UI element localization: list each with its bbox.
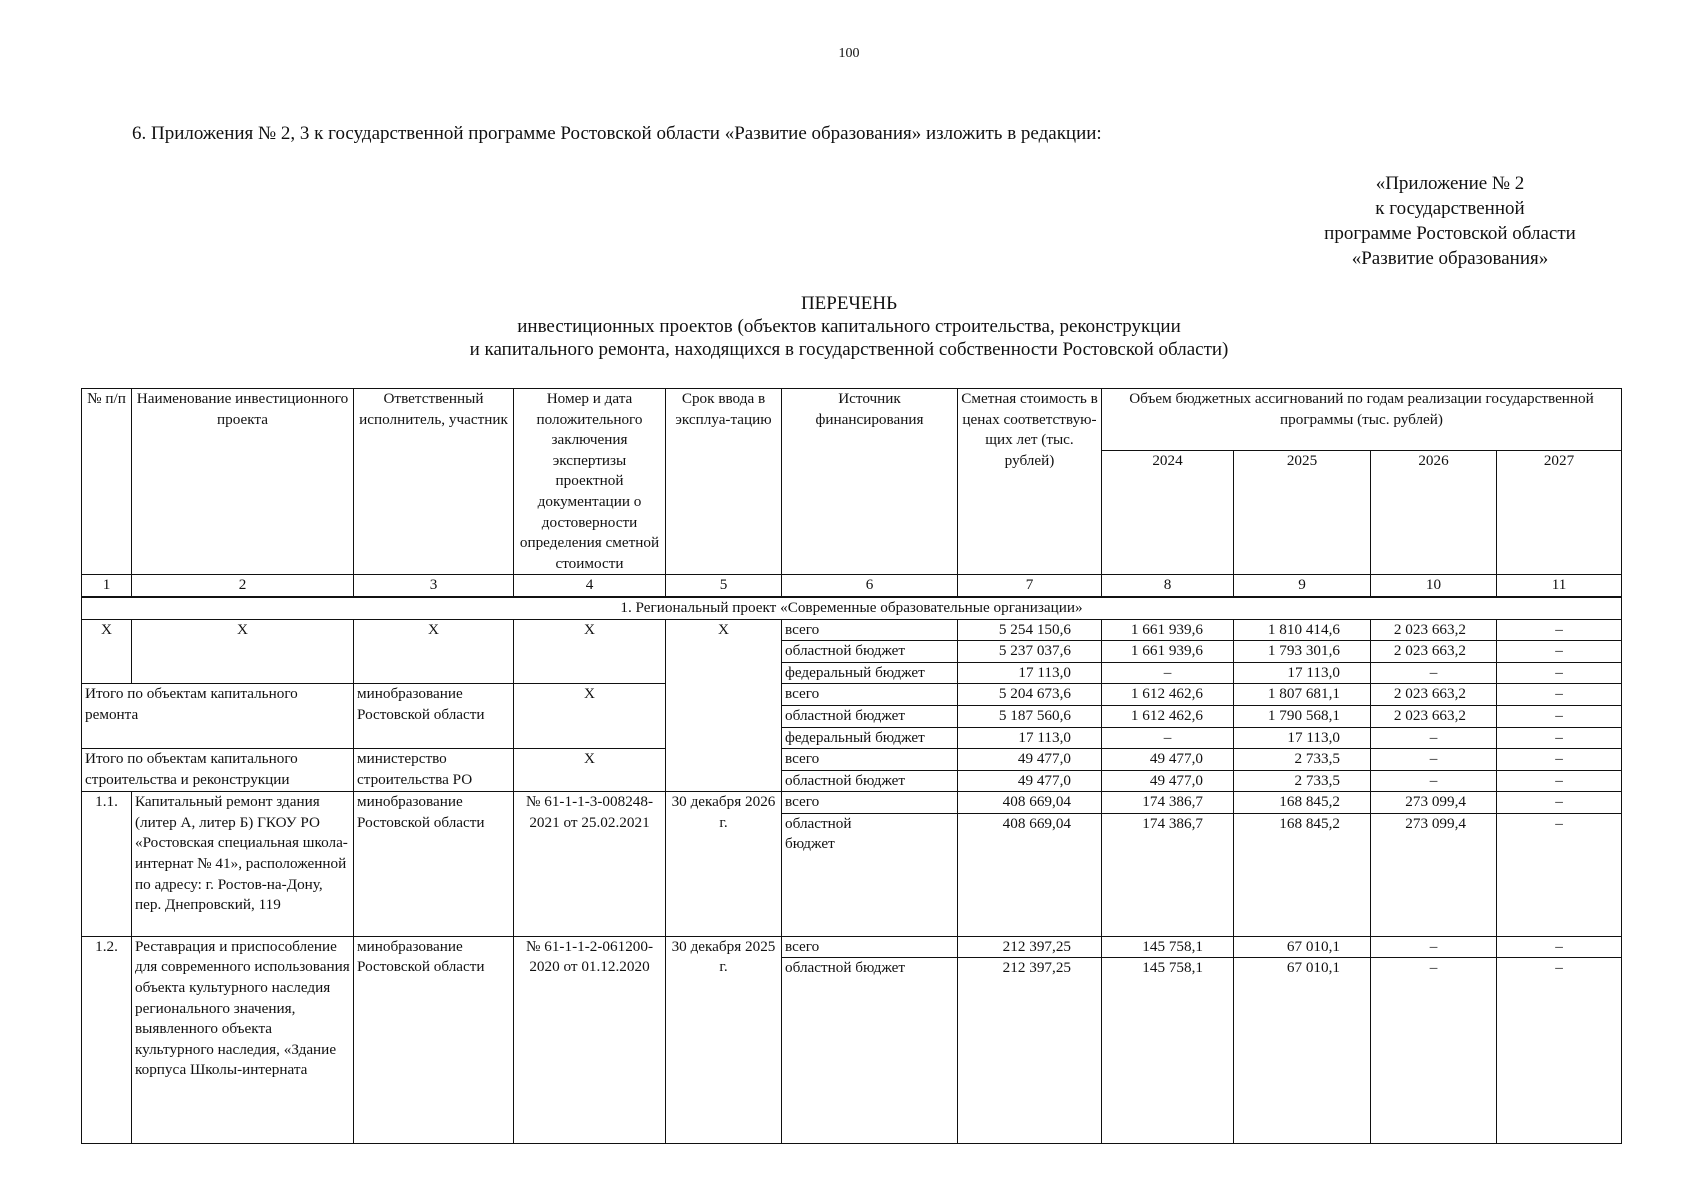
funding-source: областной бюджет bbox=[782, 641, 958, 663]
allocation-2027: – bbox=[1497, 958, 1622, 1144]
allocation-2024: 145 758,1 bbox=[1102, 936, 1234, 958]
table-row bbox=[82, 792, 1622, 814]
funding-source: всего bbox=[782, 684, 958, 706]
column-number: 6 bbox=[782, 575, 958, 597]
allocation-2025: 168 845,2 bbox=[1234, 813, 1371, 936]
estimated-cost: 49 477,0 bbox=[958, 770, 1102, 792]
total-executor-x: Х bbox=[354, 619, 514, 684]
estimated-cost: 212 397,25 bbox=[958, 936, 1102, 958]
allocation-2027: – bbox=[1497, 936, 1622, 958]
allocation-2025: 1 807 681,1 bbox=[1234, 684, 1371, 706]
total-construction-expertise-x: Х bbox=[514, 749, 666, 792]
allocation-2025: 67 010,1 bbox=[1234, 958, 1371, 1144]
project-number: 1.1. bbox=[82, 792, 132, 937]
header-year-2027: 2027 bbox=[1497, 451, 1622, 575]
estimated-cost: 5 254 150,6 bbox=[958, 619, 1102, 641]
header-number: № п/п bbox=[82, 389, 132, 575]
total-repair-expertise-x: Х bbox=[514, 684, 666, 749]
funding-source: федеральный бюджет bbox=[782, 727, 958, 749]
allocation-2024: – bbox=[1102, 662, 1234, 684]
intro-paragraph: 6. Приложения № 2, 3 к государственной программе Ростовской области «Развитие образования» изложить в редакции: bbox=[132, 123, 1102, 144]
allocation-2024: 1 661 939,6 bbox=[1102, 641, 1234, 663]
estimated-cost: 5 204 673,6 bbox=[958, 684, 1102, 706]
title-subtitle: и капитального ремонта, находящихся в государственной собственности Ростовской области) bbox=[469, 339, 1229, 360]
column-number: 5 bbox=[666, 575, 782, 597]
table-row bbox=[82, 619, 1622, 641]
estimated-cost: 17 113,0 bbox=[958, 662, 1102, 684]
allocation-2027: – bbox=[1497, 749, 1622, 771]
page-number: 100 bbox=[838, 46, 860, 61]
project-deadline: 30 декабря 2025 г. bbox=[666, 936, 782, 1144]
allocation-2026: – bbox=[1371, 727, 1497, 749]
column-number: 8 bbox=[1102, 575, 1234, 597]
allocation-2025: 168 845,2 bbox=[1234, 792, 1371, 814]
allocation-2026: – bbox=[1371, 936, 1497, 958]
allocation-2026: 2 023 663,2 bbox=[1371, 619, 1497, 641]
funding-source: областной бюджет bbox=[782, 770, 958, 792]
allocation-2027: – bbox=[1497, 684, 1622, 706]
total-deadline-x: Х bbox=[666, 619, 782, 792]
header-funding-source: Источник финансирования bbox=[782, 389, 958, 575]
allocation-2027: – bbox=[1497, 641, 1622, 663]
project-executor: минобразование Ростовской области bbox=[354, 792, 514, 937]
allocation-2025: 1 790 568,1 bbox=[1234, 705, 1371, 727]
allocation-2025: 2 733,5 bbox=[1234, 749, 1371, 771]
column-number: 11 bbox=[1497, 575, 1622, 597]
allocation-2024: 1 661 939,6 bbox=[1102, 619, 1234, 641]
total-construction-executor: министерство строительства РО bbox=[354, 749, 514, 792]
column-number: 7 bbox=[958, 575, 1102, 597]
header-expertise: Номер и дата положительного заключения экспертизы проектной документации о достоверности определения сметной стоимости bbox=[514, 389, 666, 575]
title-main: ПЕРЕЧЕНЬ bbox=[800, 293, 898, 314]
allocation-2025: 1 793 301,6 bbox=[1234, 641, 1371, 663]
allocation-2026: 273 099,4 bbox=[1371, 813, 1497, 936]
allocation-2024: – bbox=[1102, 727, 1234, 749]
allocation-2025: 1 810 414,6 bbox=[1234, 619, 1371, 641]
allocation-2025: 67 010,1 bbox=[1234, 936, 1371, 958]
funding-source: областной бюджет bbox=[782, 813, 958, 936]
total-name-x: Х bbox=[132, 619, 354, 684]
allocation-2024: 145 758,1 bbox=[1102, 958, 1234, 1144]
total-repair-executor: минобразование Ростовской области bbox=[354, 684, 514, 749]
appendix-line: «Развитие образования» bbox=[1351, 248, 1549, 269]
allocation-2027: – bbox=[1497, 662, 1622, 684]
estimated-cost: 408 669,04 bbox=[958, 813, 1102, 936]
column-number: 3 bbox=[354, 575, 514, 597]
allocation-2024: 1 612 462,6 bbox=[1102, 705, 1234, 727]
appendix-line: программе Ростовской области bbox=[1324, 223, 1576, 244]
funding-source: всего bbox=[782, 936, 958, 958]
table-row bbox=[82, 749, 1622, 771]
project-expertise: № 61-1-1-3-008248-2021 от 25.02.2021 bbox=[514, 792, 666, 937]
allocation-2024: 174 386,7 bbox=[1102, 792, 1234, 814]
allocation-2026: 2 023 663,2 bbox=[1371, 705, 1497, 727]
allocation-2025: 2 733,5 bbox=[1234, 770, 1371, 792]
column-number: 10 bbox=[1371, 575, 1497, 597]
project-name: Реставрация и приспособление для современного использования объекта культурного наследия регионального значения, выявленного объекта культурного наследия, «Здание корпуса Школы-интерната bbox=[132, 936, 354, 1144]
column-number: 1 bbox=[82, 575, 132, 597]
header-project-name: Наименование инвестиционного проекта bbox=[132, 389, 354, 575]
allocation-2024: 1 612 462,6 bbox=[1102, 684, 1234, 706]
allocation-2025: 17 113,0 bbox=[1234, 662, 1371, 684]
header-executor: Ответственный исполнитель, участник bbox=[354, 389, 514, 575]
project-name: Капитальный ремонт здания (литер А, литер Б) ГКОУ РО «Ростовская специальная школа-интернат № 41», расположенной по адресу: г. Ростов-на-Дону, пер. Днепровский, 119 bbox=[132, 792, 354, 937]
allocation-2026: – bbox=[1371, 749, 1497, 771]
appendix-heading bbox=[1300, 171, 1600, 271]
allocation-2026: 273 099,4 bbox=[1371, 792, 1497, 814]
project-number: 1.2. bbox=[82, 936, 132, 1144]
table-row bbox=[82, 936, 1622, 958]
allocation-2026: – bbox=[1371, 770, 1497, 792]
total-construction-label: Итого по объектам капитального строительства и реконструкции bbox=[82, 749, 354, 792]
header-budget-allocations: Объем бюджетных ассигнований по годам реализации государственной программы (тыс. рублей) bbox=[1102, 389, 1622, 451]
allocation-2027: – bbox=[1497, 727, 1622, 749]
project-deadline: 30 декабря 2026 г. bbox=[666, 792, 782, 937]
allocation-2027: – bbox=[1497, 619, 1622, 641]
document-title bbox=[0, 292, 1698, 361]
allocation-2026: – bbox=[1371, 662, 1497, 684]
estimated-cost: 5 237 037,6 bbox=[958, 641, 1102, 663]
header-year-2025: 2025 bbox=[1234, 451, 1371, 575]
funding-source: областной бюджет bbox=[782, 958, 958, 1144]
funding-source: областной бюджет bbox=[782, 705, 958, 727]
header-year-2026: 2026 bbox=[1371, 451, 1497, 575]
header-commissioning: Срок ввода в эксплуа-тацию bbox=[666, 389, 782, 575]
allocation-2024: 49 477,0 bbox=[1102, 749, 1234, 771]
total-repair-label: Итого по объектам капитального ремонта bbox=[82, 684, 354, 749]
allocation-2027: – bbox=[1497, 792, 1622, 814]
estimated-cost: 212 397,25 bbox=[958, 958, 1102, 1144]
header-year-2024: 2024 bbox=[1102, 451, 1234, 575]
estimated-cost: 49 477,0 bbox=[958, 749, 1102, 771]
project-executor: минобразование Ростовской области bbox=[354, 936, 514, 1144]
allocation-2026: 2 023 663,2 bbox=[1371, 684, 1497, 706]
total-number-x: Х bbox=[82, 619, 132, 684]
allocation-2024: 174 386,7 bbox=[1102, 813, 1234, 936]
appendix-line: к государственной bbox=[1375, 198, 1525, 219]
estimated-cost: 408 669,04 bbox=[958, 792, 1102, 814]
allocation-2027: – bbox=[1497, 770, 1622, 792]
table-row bbox=[82, 684, 1622, 706]
project-expertise: № 61-1-1-2-061200-2020 от 01.12.2020 bbox=[514, 936, 666, 1144]
section-heading: 1. Региональный проект «Современные образовательные организации» bbox=[82, 597, 1622, 619]
allocation-2025: 17 113,0 bbox=[1234, 727, 1371, 749]
allocation-2027: – bbox=[1497, 705, 1622, 727]
column-number: 4 bbox=[514, 575, 666, 597]
estimated-cost: 5 187 560,6 bbox=[958, 705, 1102, 727]
funding-source: всего bbox=[782, 792, 958, 814]
title-subtitle: инвестиционных проектов (объектов капитального строительства, реконструкции bbox=[517, 316, 1181, 337]
allocation-2024: 49 477,0 bbox=[1102, 770, 1234, 792]
appendix-line: «Приложение № 2 bbox=[1375, 173, 1525, 194]
allocation-2026: 2 023 663,2 bbox=[1371, 641, 1497, 663]
investment-projects-table bbox=[81, 388, 1622, 1144]
allocation-2026: – bbox=[1371, 958, 1497, 1144]
funding-source: всего bbox=[782, 619, 958, 641]
column-number: 9 bbox=[1234, 575, 1371, 597]
allocation-2027: – bbox=[1497, 813, 1622, 936]
total-expertise-x: Х bbox=[514, 619, 666, 684]
header-estimated-cost: Сметная стоимость в ценах соответствую-щих лет (тыс. рублей) bbox=[958, 389, 1102, 575]
funding-source: федеральный бюджет bbox=[782, 662, 958, 684]
funding-source: всего bbox=[782, 749, 958, 771]
estimated-cost: 17 113,0 bbox=[958, 727, 1102, 749]
column-number: 2 bbox=[132, 575, 354, 597]
